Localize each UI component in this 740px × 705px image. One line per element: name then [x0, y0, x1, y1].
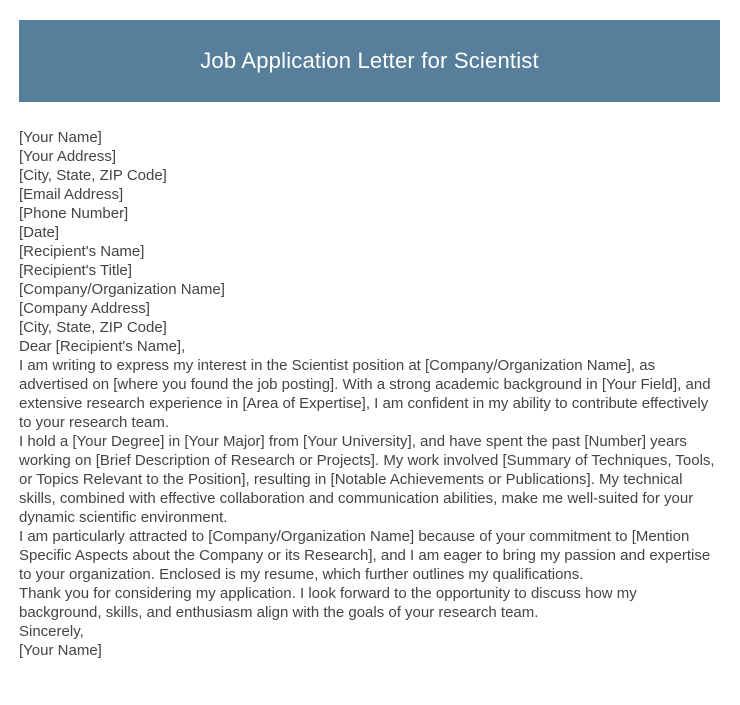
letter-line: [Phone Number]: [19, 205, 129, 222]
body-paragraph: I hold a [Your Degree] in [Your Major] from [Your University], and have spent the past [Number] years working on [Brief Description of Research or Projects]. My work involved [Summary of Techniques, Tools, or Topics Relevant to the Position], resulting in [Notable Achievements or Publications]. My technical skills, combined with effective collaboration and communication abilities, make me well-suited for your dynamic scientific environment.: [19, 433, 715, 526]
letter-line: [Your Name]: [19, 129, 102, 146]
body-paragraph: I am particularly attracted to [Company/Organization Name] because of your commitment to [Mention Specific Aspects about the Company or its Research], and I am eager to bring my passion and expertise to your organization. Enclosed is my resume, which further outlines my qualifications.: [19, 528, 711, 583]
document-header-banner: [19, 20, 720, 102]
page-title: Job Application Letter for Scientist: [200, 47, 539, 73]
letter-line: [Recipient's Title]: [19, 262, 132, 279]
letter-line: [Company Address]: [19, 300, 150, 317]
body-paragraph: Thank you for considering my application. I look forward to the opportunity to discuss how my background, skills, and enthusiasm align with the goals of your research team.: [19, 585, 637, 621]
signature-line: [Your Name]: [19, 642, 102, 659]
letter-line: [City, State, ZIP Code]: [19, 167, 167, 184]
letter-line: [Recipient's Name]: [19, 243, 145, 260]
letter-line: [Date]: [19, 224, 60, 241]
letter-line: [Company/Organization Name]: [19, 281, 225, 298]
salutation: Dear [Recipient's Name],: [19, 338, 186, 355]
sender-address-block: [19, 128, 722, 242]
letter-line: [Your Address]: [19, 148, 117, 165]
closing-line: Sincerely,: [19, 623, 84, 640]
letter-line: [City, State, ZIP Code]: [19, 319, 167, 336]
recipient-address-block: [19, 242, 722, 337]
body-paragraph: I am writing to express my interest in the Scientist position at [Company/Organization Name], as advertised on [where you found the job posting]. With a strong academic background in [Your Field], and extensive research experience in [Area of Expertise], I am confident in my ability to contribute effectively to your research team.: [19, 357, 711, 431]
letter-line: [Email Address]: [19, 186, 124, 203]
letter-body: [19, 128, 722, 660]
